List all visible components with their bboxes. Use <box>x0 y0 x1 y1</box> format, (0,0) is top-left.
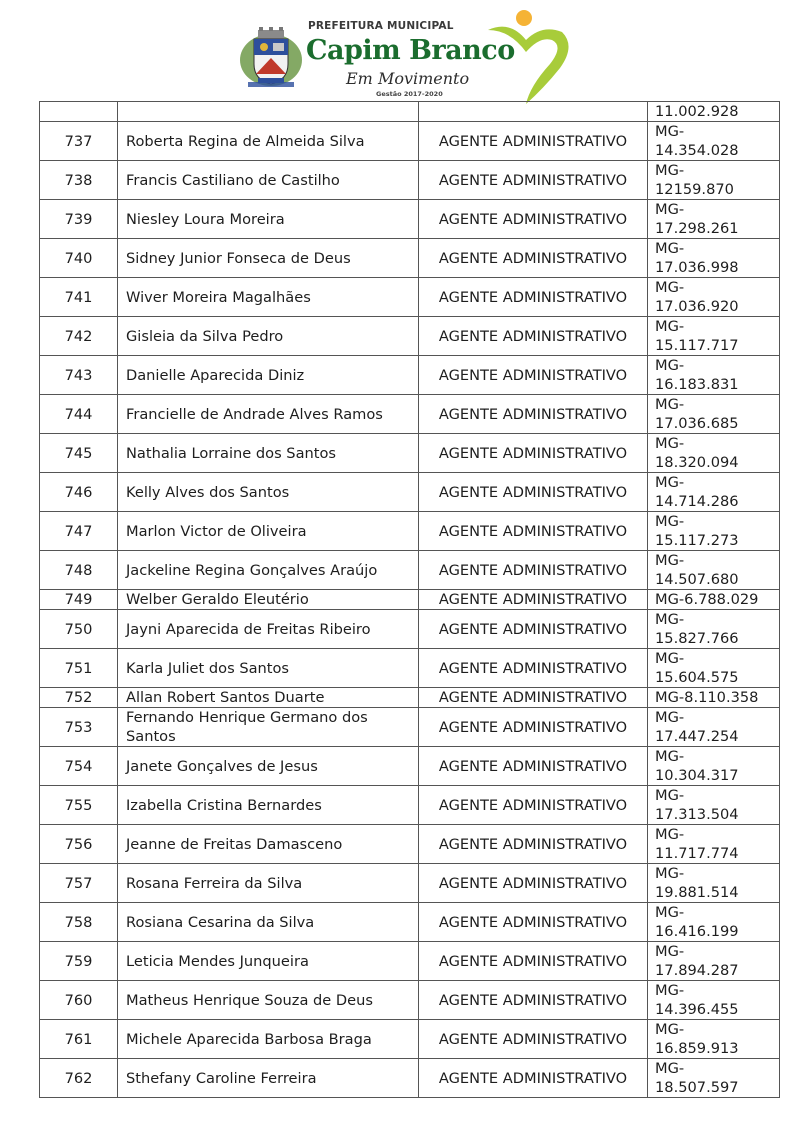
cell-name: Izabella Cristina Bernardes <box>118 786 419 825</box>
document-line: 17.036.920 <box>655 298 739 315</box>
cell-role: AGENTE ADMINISTRATIVO <box>419 473 648 512</box>
cell-document <box>648 278 780 317</box>
cell-name: Fernando Henrique Germano dos Santos <box>118 708 419 747</box>
cell-name: Danielle Aparecida Diniz <box>118 356 419 395</box>
cell-document <box>648 747 780 786</box>
cell-document <box>648 239 780 278</box>
cell-role <box>419 102 648 122</box>
document-line: MG- <box>655 748 685 765</box>
municipal-coat-of-arms-icon <box>238 24 304 90</box>
cell-number: 749 <box>40 590 118 610</box>
cell-role: AGENTE ADMINISTRATIVO <box>419 200 648 239</box>
document-line: 17.313.504 <box>655 806 739 823</box>
table-row <box>40 161 780 200</box>
cell-number: 755 <box>40 786 118 825</box>
cell-number <box>40 102 118 122</box>
table-row <box>40 590 780 610</box>
table-row <box>40 1059 780 1098</box>
table-row <box>40 610 780 649</box>
cell-document <box>648 708 780 747</box>
table-row-continued <box>40 102 780 122</box>
cell-name: Karla Juliet dos Santos <box>118 649 419 688</box>
table-row <box>40 551 780 590</box>
cell-document <box>648 161 780 200</box>
document-line: 16.416.199 <box>655 923 739 940</box>
cell-name: Michele Aparecida Barbosa Braga <box>118 1020 419 1059</box>
cell-name: Sidney Junior Fonseca de Deus <box>118 239 419 278</box>
cell-role: AGENTE ADMINISTRATIVO <box>419 356 648 395</box>
cell-name: Welber Geraldo Eleutério <box>118 590 419 610</box>
cell-document <box>648 981 780 1020</box>
cell-document <box>648 903 780 942</box>
table-row <box>40 747 780 786</box>
table-row <box>40 688 780 708</box>
document-line: MG- <box>655 611 685 628</box>
brand-term: Gestão 2017-2020 <box>376 90 443 98</box>
document-line: 15.117.717 <box>655 337 739 354</box>
table-row <box>40 649 780 688</box>
cell-document <box>648 864 780 903</box>
cell-name: Marlon Victor de Oliveira <box>118 512 419 551</box>
cell-number: 751 <box>40 649 118 688</box>
table-row <box>40 473 780 512</box>
document-line: MG- <box>655 1060 685 1077</box>
document-line: MG- <box>655 396 685 413</box>
cell-number: 759 <box>40 942 118 981</box>
document-line: MG- <box>655 552 685 569</box>
cell-role: AGENTE ADMINISTRATIVO <box>419 1020 648 1059</box>
cell-document <box>648 434 780 473</box>
document-line: MG- <box>655 513 685 530</box>
cell-role: AGENTE ADMINISTRATIVO <box>419 825 648 864</box>
cell-name: Allan Robert Santos Duarte <box>118 688 419 708</box>
document-line: MG-8.110.358 <box>655 689 759 706</box>
cell-number: 753 <box>40 708 118 747</box>
cell-name: Rosana Ferreira da Silva <box>118 864 419 903</box>
cell-role: AGENTE ADMINISTRATIVO <box>419 551 648 590</box>
document-line: 19.881.514 <box>655 884 739 901</box>
cell-role: AGENTE ADMINISTRATIVO <box>419 278 648 317</box>
document-line: 17.447.254 <box>655 728 739 745</box>
document-line: 15.604.575 <box>655 669 739 686</box>
document-line: MG- <box>655 709 685 726</box>
document-line: 16.859.913 <box>655 1040 739 1057</box>
cell-document <box>648 942 780 981</box>
document-line: MG- <box>655 318 685 335</box>
cell-name: Janete Gonçalves de Jesus <box>118 747 419 786</box>
document-line: MG- <box>655 279 685 296</box>
table-row <box>40 864 780 903</box>
cell-document <box>648 649 780 688</box>
cell-number: 737 <box>40 122 118 161</box>
cell-number: 758 <box>40 903 118 942</box>
cell-name: Nathalia Lorraine dos Santos <box>118 434 419 473</box>
cell-role: AGENTE ADMINISTRATIVO <box>419 903 648 942</box>
document-line: MG- <box>655 865 685 882</box>
table-row <box>40 786 780 825</box>
cell-document <box>648 1059 780 1098</box>
personnel-table <box>39 101 780 1098</box>
document-line: MG- <box>655 201 685 218</box>
cell-name: Matheus Henrique Souza de Deus <box>118 981 419 1020</box>
document-line: MG- <box>655 826 685 843</box>
cell-document <box>648 102 780 122</box>
cell-document <box>648 473 780 512</box>
cell-document <box>648 590 780 610</box>
cell-role: AGENTE ADMINISTRATIVO <box>419 395 648 434</box>
document-line: 14.354.028 <box>655 142 739 159</box>
document-line: MG- <box>655 943 685 960</box>
document-line: 17.036.998 <box>655 259 739 276</box>
cell-number: 741 <box>40 278 118 317</box>
document-line: 14.396.455 <box>655 1001 739 1018</box>
document-line: MG- <box>655 1021 685 1038</box>
cell-role: AGENTE ADMINISTRATIVO <box>419 512 648 551</box>
table-row <box>40 981 780 1020</box>
cell-role: AGENTE ADMINISTRATIVO <box>419 161 648 200</box>
table-row <box>40 200 780 239</box>
cell-number: 738 <box>40 161 118 200</box>
document-line: MG- <box>655 904 685 921</box>
table-row <box>40 942 780 981</box>
brand-city-name: Capim Branco <box>306 35 515 66</box>
cell-role: AGENTE ADMINISTRATIVO <box>419 434 648 473</box>
brand-prefix: PREFEITURA MUNICIPAL <box>308 20 454 32</box>
document-line: MG-6.788.029 <box>655 591 759 608</box>
cell-role: AGENTE ADMINISTRATIVO <box>419 981 648 1020</box>
table-row <box>40 278 780 317</box>
cell-name: Francis Castiliano de Castilho <box>118 161 419 200</box>
cell-role: AGENTE ADMINISTRATIVO <box>419 649 648 688</box>
cell-role: AGENTE ADMINISTRATIVO <box>419 942 648 981</box>
cell-document <box>648 610 780 649</box>
document-line: MG- <box>655 650 685 667</box>
document-line: MG- <box>655 787 685 804</box>
cell-number: 761 <box>40 1020 118 1059</box>
cell-role: AGENTE ADMINISTRATIVO <box>419 1059 648 1098</box>
cell-role: AGENTE ADMINISTRATIVO <box>419 122 648 161</box>
table-row <box>40 708 780 747</box>
document-line: 17.894.287 <box>655 962 739 979</box>
cell-document <box>648 317 780 356</box>
document-line: 18.320.094 <box>655 454 739 471</box>
document-line: 18.507.597 <box>655 1079 739 1096</box>
cell-number: 756 <box>40 825 118 864</box>
cell-name: Jackeline Regina Gonçalves Araújo <box>118 551 419 590</box>
cell-role: AGENTE ADMINISTRATIVO <box>419 747 648 786</box>
document-line: 15.117.273 <box>655 532 739 549</box>
document-line: MG- <box>655 474 685 491</box>
cell-document <box>648 786 780 825</box>
cell-name: Jeanne de Freitas Damasceno <box>118 825 419 864</box>
cell-number: 742 <box>40 317 118 356</box>
document-line: MG- <box>655 123 685 140</box>
document-line: 17.036.685 <box>655 415 739 432</box>
cell-role: AGENTE ADMINISTRATIVO <box>419 786 648 825</box>
cell-number: 744 <box>40 395 118 434</box>
cell-number: 750 <box>40 610 118 649</box>
cell-role: AGENTE ADMINISTRATIVO <box>419 864 648 903</box>
cell-document <box>648 122 780 161</box>
cell-role: AGENTE ADMINISTRATIVO <box>419 590 648 610</box>
table-row <box>40 825 780 864</box>
document-line: 12159.870 <box>655 181 734 198</box>
document-line: 10.304.317 <box>655 767 739 784</box>
table-row <box>40 395 780 434</box>
cell-name: Sthefany Caroline Ferreira <box>118 1059 419 1098</box>
document-line: 11.717.774 <box>655 845 739 862</box>
cell-document <box>648 356 780 395</box>
table-row <box>40 512 780 551</box>
table-row <box>40 239 780 278</box>
table-row <box>40 122 780 161</box>
cell-number: 746 <box>40 473 118 512</box>
cell-document <box>648 512 780 551</box>
cell-role: AGENTE ADMINISTRATIVO <box>419 317 648 356</box>
cell-document <box>648 551 780 590</box>
document-line: 14.714.286 <box>655 493 739 510</box>
document-line: 16.183.831 <box>655 376 739 393</box>
document-line: 17.298.261 <box>655 220 739 237</box>
cell-name: Francielle de Andrade Alves Ramos <box>118 395 419 434</box>
cell-role: AGENTE ADMINISTRATIVO <box>419 610 648 649</box>
table-row <box>40 317 780 356</box>
cell-document <box>648 825 780 864</box>
document-line: MG- <box>655 240 685 257</box>
cell-name <box>118 102 419 122</box>
cell-name: Niesley Loura Moreira <box>118 200 419 239</box>
cell-role: AGENTE ADMINISTRATIVO <box>419 688 648 708</box>
cell-document <box>648 688 780 708</box>
cell-number: 745 <box>40 434 118 473</box>
cell-name: Wiver Moreira Magalhães <box>118 278 419 317</box>
cell-number: 748 <box>40 551 118 590</box>
document-line: MG- <box>655 982 685 999</box>
cell-document <box>648 1020 780 1059</box>
cell-role: AGENTE ADMINISTRATIVO <box>419 239 648 278</box>
cell-number: 740 <box>40 239 118 278</box>
cell-name: Kelly Alves dos Santos <box>118 473 419 512</box>
table-row <box>40 356 780 395</box>
cell-number: 762 <box>40 1059 118 1098</box>
table-row <box>40 1020 780 1059</box>
cell-number: 752 <box>40 688 118 708</box>
document-line: 14.507.680 <box>655 571 739 588</box>
document-line: 11.002.928 <box>655 103 739 120</box>
document-line: 15.827.766 <box>655 630 739 647</box>
cell-name: Rosiana Cesarina da Silva <box>118 903 419 942</box>
table-row <box>40 903 780 942</box>
table-row <box>40 434 780 473</box>
cell-name: Leticia Mendes Junqueira <box>118 942 419 981</box>
cell-role: AGENTE ADMINISTRATIVO <box>419 708 648 747</box>
cell-document <box>648 395 780 434</box>
cell-name: Roberta Regina de Almeida Silva <box>118 122 419 161</box>
cell-number: 754 <box>40 747 118 786</box>
cell-number: 739 <box>40 200 118 239</box>
document-line: MG- <box>655 357 685 374</box>
cell-number: 757 <box>40 864 118 903</box>
letterhead <box>0 0 800 104</box>
cell-name: Jayni Aparecida de Freitas Ribeiro <box>118 610 419 649</box>
cell-name: Gisleia da Silva Pedro <box>118 317 419 356</box>
document-line: MG- <box>655 162 685 179</box>
cell-document <box>648 200 780 239</box>
cell-number: 747 <box>40 512 118 551</box>
brand-slogan: Em Movimento <box>346 69 470 88</box>
cell-number: 760 <box>40 981 118 1020</box>
document-line: MG- <box>655 435 685 452</box>
heart-swoosh-logo-icon <box>480 6 575 106</box>
cell-number: 743 <box>40 356 118 395</box>
